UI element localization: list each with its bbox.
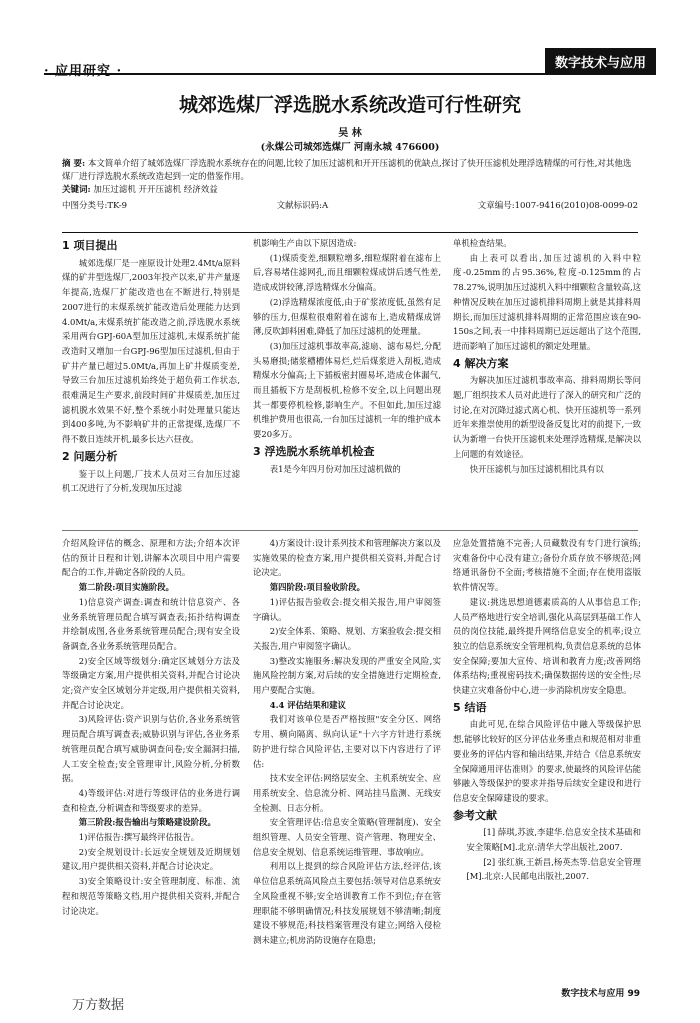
paragraph: 4)等级评估:对进行等级评估的业务进行调查和检查,分析调查和等级要求的差异。 (62, 787, 240, 813)
paragraph: 1)信息资产调查:调查和统计信息资产、各业务系统管理员配合填写调查表;拓扑结构调查并绘制成图,各业务系统管理员配合;现有安全设备调查,各业务系统管理员配合。 (62, 596, 240, 651)
column-6 (453, 536, 641, 946)
paragraph: 3)安全策略设计:安全管理制度、标准、流程和规范等策略文档,用户提供相关资料,并配合讨论决定。 (62, 876, 240, 916)
phase-heading: 第四阶段:项目验收阶段。 (269, 582, 366, 593)
paragraph: 2)安全区域等级划分:确定区域划分方法及等级确定方案,用户提供相关资料,并配合讨论决定;资产安全区域划分并定级,用户提供相关资料,并配合讨论决定。 (62, 655, 240, 710)
keywords-text: 加压过滤机 开开压滤机 经济效益 (93, 185, 218, 195)
article-number: 文章编号:1007-9416(2010)08-0099-02 (477, 201, 638, 211)
meta-rule (62, 232, 638, 233)
column-2 (253, 236, 441, 526)
paragraph: 3)风险评估:资产识别与估价,各业务系统管理员配合填写调查表;威胁识别与评估,各业务系统管理员配合填写威胁调查问卷;安全漏洞扫描,人工安全检查;安全管理审计,风险分析,分析数据。 (62, 714, 240, 784)
affiliation: (永煤公司城郊选煤厂 河南永城 476600) (260, 142, 440, 153)
paragraph: 3)整改实施服务:解决发现的严重安全风险,实施风险控制方案,对后续的安全措施进行定期检查,用户要配合实施。 (253, 655, 441, 696)
reference-item: [2] 张红旗,王新昌,杨英杰等.信息安全管理[M].北京:人民邮电出版社,2007. (466, 856, 641, 882)
section-heading-5: 5 结语 (453, 700, 487, 714)
paragraph: 1)评估报告验收会:提交相关报告,用户审阅签字确认。 (253, 596, 441, 622)
column-1 (62, 236, 240, 526)
footer-journal-page: 数字技术与应用 99 (561, 989, 640, 999)
clc-number: 中图分类号:TK-9 (62, 201, 128, 211)
section-heading-2: 2 问题分析 (62, 449, 118, 463)
paragraph: 机影响生产由以下原因造成: (253, 238, 357, 248)
reference-item: [1] 薛琪,苏波,李建华.信息安全技术基础和安全策略[M].北京:清华大学出版社,2007. (466, 827, 641, 853)
paragraph: 2)安全体系、策略、规划、方案验收会:提交相关报告,用户审阅签字确认。 (253, 626, 441, 651)
keywords-label: 关键词: (62, 185, 91, 195)
section-heading-3: 3 浮选脱水系统单机检查 (253, 444, 375, 458)
paragraph: (3)加压过滤机事故率高,滤扇、滤布易烂,分配头易磨损;储浆槽槽体易烂,烂后煤浆进入刮板,造成精煤水分偏高;上下插板密封圈易坏,造成仓体漏气,而且插板下方是刮板机,检修不安全,以上问题出现其一都要停机检修,影响生产。不但如此,加压过滤机维护费用也很高,一台加压过滤机一年的维护成本要20多万。 (253, 340, 441, 440)
paragraph: 由此可见,在综合风险评估中融入等级保护思想,能够比较好的区分评估业务重点和规范相对非重要业务的评估内容和输出结果,并结合《信息系统安全保障通用评估准则》的要求,使最终的风险评估能够融入等级保护的要求并指导后续安全建设和进行信息安全保障建设的要求。 (453, 719, 641, 803)
subsection-heading: 4.4 评估结果和建议 (269, 699, 346, 710)
section-heading-4: 4 解决方案 (453, 356, 509, 370)
column-5 (253, 536, 441, 946)
references-heading: 参考文献 (453, 808, 497, 822)
section-heading-1: 1 项目提出 (62, 239, 118, 252)
paragraph: 安全管理评估:信息安全策略(管理制度)、安全组织管理、人员安全管理、资产管理、物理安全、信息安全规划、信息系统运维管理、事故响应。 (253, 817, 441, 857)
journal-banner: 数字技术与应用 (545, 48, 656, 75)
column-4 (62, 536, 240, 946)
abstract-text: 本文简单介绍了城郊选煤厂浮选脱水系统存在的问题,比较了加压过滤机和开开压滤机的优缺点,探讨了快开压滤机处理浮选精煤的可行性,对其他选煤厂进行浮选脱水系统改造起到一定的借鉴作用。 (62, 159, 632, 182)
paragraph: 快开压滤机与加压过滤机相比具有以 (469, 463, 604, 474)
document-code: 文献标识码:A (276, 201, 329, 211)
paragraph: 鉴于以上问题,厂技术人员对三台加压过滤机工况进行了分析,发现加压过滤 (62, 468, 240, 494)
paragraph: 由上表可以看出,加压过滤机的入料中粒度-0.25mm的占95.36%,粒度-0.125mm的占78.27%,说明加压过滤机入料中细颗粒含量较高,这种情况反映在加压过滤机排料周期上就是其排料周期长,而加压过滤机排料周期的正常范围应该在90-150s之间,表一中排料周期已远远超出了这个范围,进而影响了加压过滤机的额定处理量。 (453, 252, 641, 351)
paragraph: (2)浮选精煤浓度低,由于矿浆浓度低,虽然有足够的压力,但煤粒很难附着在滤布上,造成精煤成饼薄,反吹卸料困难,降低了加压过滤机的处理量。 (253, 296, 441, 337)
paragraph: 应急处置措施不完善;人员藏数没有专门进行演练;灾难备份中心没有建立;备份介质存放不够规范;网络通讯备份不全面;考核措施不全面;存在使用盗版软件情况等。 (453, 538, 641, 593)
paragraph: 为解决加压过滤机事故率高、排料周期长等问题,厂组织技术人员对此进行了深入的研究和广泛的讨论,在对沉降过滤式离心机、快开压滤机等一系列近年来推崇使用的新型设备反复比对的前提下,一致认为新增一台快开压滤机来处理浮选精煤,是解决以上问题的有效途径。 (453, 375, 641, 459)
paragraph: 我们对该单位是否严格按照"安全分区、网络专用、横向隔离、纵向认证"十六字方针进行系统防护进行综合风险评估,主要对以下内容进行了评估: (253, 714, 441, 769)
article-meta (62, 200, 638, 213)
column-3 (453, 236, 641, 526)
abstract (62, 158, 638, 197)
paragraph: 利用以上提到的综合风险评估方法,经评估,该单位信息系统高风险点主要包括:领导对信息系统安全风险重视不够;安全培训教育工作不到位;存在管理职能不够明确情况;科技发展规划不够清晰;制度建设不够规范;科技档案管理没有建立;网络入侵检测未建立;机房消防设施存在隐患; (253, 861, 441, 945)
paragraph: 技术安全评估:网络层安全、主机系统安全、应用系统安全、信息流分析、网站挂马监测、无线安全检测、日志分析。 (253, 773, 441, 813)
article-divider (62, 530, 638, 531)
paragraph: 4)方案设计:设计系列技术和管理解决方案以及实施效果的检查方案,用户提供相关资料,并配合讨论决定。 (253, 538, 441, 578)
paragraph: 单机检查结果。 (453, 238, 512, 248)
paragraph: 建议:挑选思想道德素质高的人从事信息工作;人员严格地进行安全培训,强化从高层到基础工作人员的岗位技能,最终提升网络信息安全的机率;设立独立的信息系统安全管理机构,负责信息系统的总体安全保障;要加大宣传、培训和教育力度;改善网络体系结构;重视密码技术;确保数据传送的安全性;尽快建立灾难备份中心,进一步消除机房安全隐患。 (453, 596, 641, 696)
watermark-text: 万方数据 (72, 998, 125, 1013)
paper-title: 城郊选煤厂浮选脱水系统改造可行性研究 (178, 94, 521, 116)
paragraph: 2)安全规划设计:长远安全规划及近期规划建议,用户提供相关资料,并配合讨论决定。 (62, 846, 240, 872)
section-label: · 应用研究 · (44, 64, 123, 79)
phase-heading: 第二阶段:项目实施阶段。 (78, 582, 175, 593)
header-rule (44, 73, 656, 75)
abstract-label: 摘 要: (62, 159, 86, 169)
paragraph: 表1是今年四月份对加压过滤机做的 (269, 463, 401, 474)
paragraph: (1)煤质变差,细颗粒增多,细粒煤附着在滤布上后,容易堵住滤网孔,而且细颗粒煤成饼后透气性差,造成成饼较薄,浮选精煤水分偏高。 (253, 252, 441, 293)
author: 吴 林 (338, 128, 362, 139)
paragraph: 1)评估报告:撰写最终评估报告。 (78, 832, 200, 843)
paragraph: 城郊选煤厂是一座原设计处理2.4Mt/a原料煤的矿井型选煤厂,2003年投产以来,矿井产量逐年提高,选煤厂扩能改造也在不断进行,特别是2007进行的末煤系统扩能改造后处理能力达到4.0Mt/a,末煤系统扩能改造之前,浮选脱水系统采用两台GPJ-60A型加压过滤机,末煤系统扩能改造时又增加一台GPJ-96型加压过滤机,但由于矿井产量已超过5.0Mt/a,再加上矿井煤质变差,导致三台加压过滤机始终处于超负荷工作状态,很难满足生产要求,前段时间矿井煤质差,加压过滤机脱水效果不好,整个系统小时处理量只能达到400多吨,为不影响矿井的正常提煤,选煤厂不得不数日连续开机,最多长达六昼夜。 (62, 257, 240, 445)
paragraph: 介绍风险评估的概念、原理和方法;介绍本次评估的预计日程和计划,讲解本次项目中用户需要配合的工作,并确定各阶段的人员。 (62, 538, 240, 578)
phase-heading: 第三阶段:报告输出与策略建设阶段。 (78, 817, 216, 828)
